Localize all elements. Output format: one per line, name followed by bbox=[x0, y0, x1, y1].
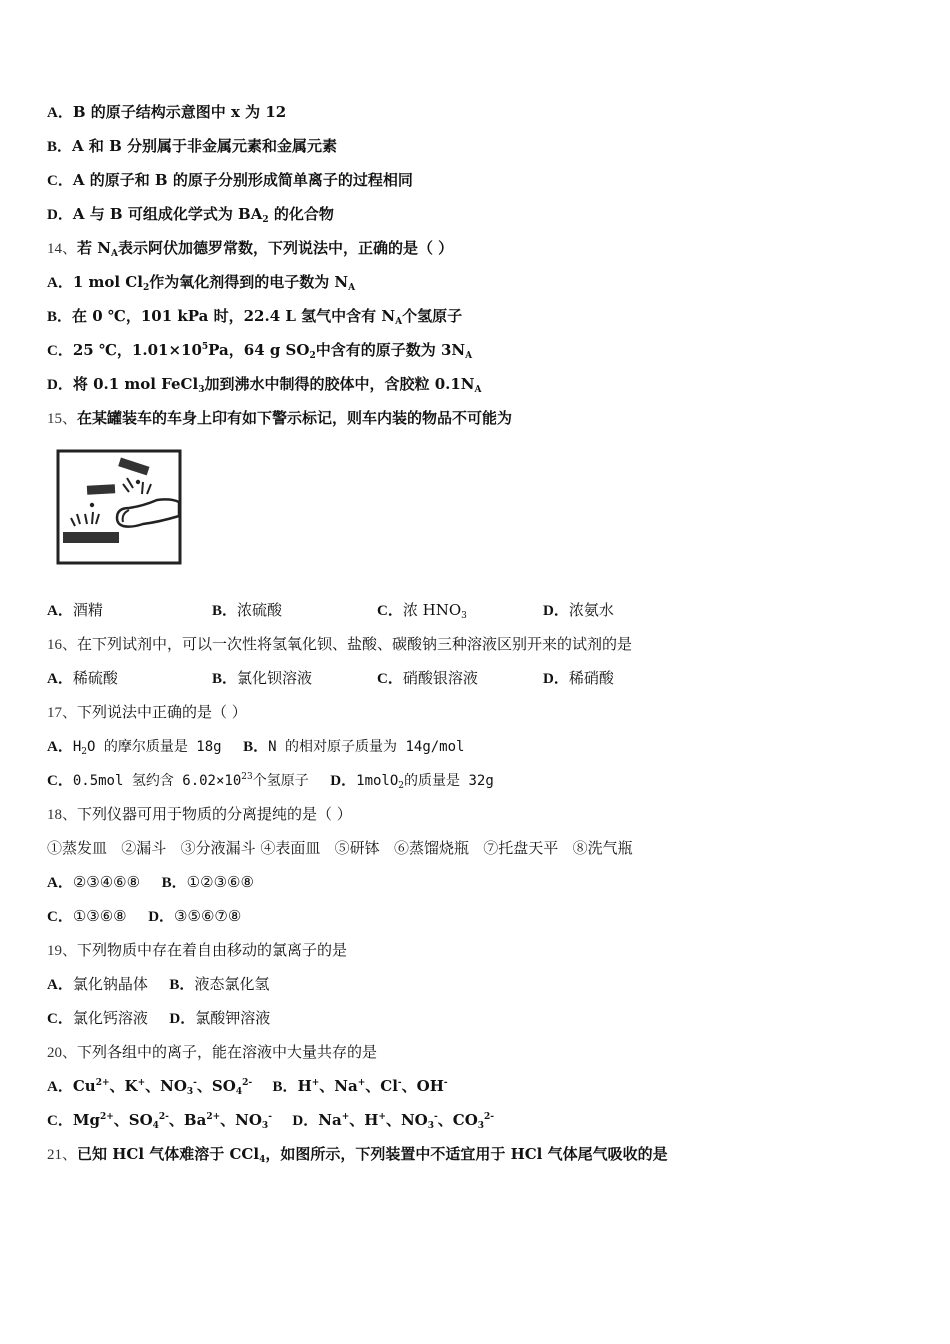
q15-option-b: B．浓硫酸 bbox=[212, 601, 283, 619]
q17-options-cd: C．0.5mol 氢约含 $6.02\times 10^{23}$个氢原子 D．1molO$_2$的质量是 32g bbox=[47, 772, 494, 791]
q16-option-b: B．氯化钡溶液 bbox=[212, 669, 313, 687]
q18-items: ①蒸发皿 ②漏斗 ③分液漏斗 ④表面皿 ⑤研钵 ⑥蒸馏烧瓶 ⑦托盘天平 ⑧洗气瓶 bbox=[47, 839, 633, 857]
q15-option-a: A．酒精 bbox=[47, 601, 103, 619]
q15-option-c: C．浓 $HNO_3$ bbox=[377, 601, 467, 621]
q17-stem: 17、下列说法中正确的是（ ） bbox=[47, 703, 247, 721]
q17-options-ab: A．$H_2O$ 的摩尔质量是 18g B．N 的相对原子质量为 14g/mol bbox=[47, 739, 465, 757]
q16-option-d: D．稀硝酸 bbox=[543, 669, 614, 687]
q14-option-a: A．1 mol $Cl_2$作为氧化剂得到的电子数为 $N_A$ bbox=[47, 273, 356, 293]
q15-stem: 15、在某罐装车的车身上印有如下警示标记，则车内装的物品不可能为 bbox=[47, 409, 513, 427]
q18-options-cd: C．①③⑥⑧ D．③⑤⑥⑦⑧ bbox=[47, 907, 242, 925]
q13-option-a: A．B 的原子结构示意图中 x 为 12 bbox=[47, 103, 287, 121]
q15-option-d: D．浓氨水 bbox=[543, 601, 614, 619]
q18-stem: 18、下列仪器可用于物质的分离提纯的是（ ） bbox=[47, 805, 352, 823]
q19-options-ab: A．氯化钠晶体 B．液态氯化氢 bbox=[47, 975, 270, 993]
q13-option-d: D．A 与 B 可组成化学式为 $BA_2$ 的化合物 bbox=[47, 205, 334, 225]
q16-option-c: C．硝酸银溶液 bbox=[377, 669, 478, 687]
q19-stem: 19、下列物质中存在着自由移动的氯离子的是 bbox=[47, 941, 348, 959]
q13-option-b: B．A 和 B 分别属于非金属元素和金属元素 bbox=[47, 137, 338, 155]
q19-options-cd: C．氯化钙溶液 D．氯酸钾溶液 bbox=[47, 1009, 271, 1027]
q15-options bbox=[47, 598, 747, 622]
q16-option-a: A．稀硫酸 bbox=[47, 669, 118, 687]
q16-options bbox=[47, 666, 747, 690]
q18-options-ab: A．②③④⑥⑧ B．①②③⑥⑧ bbox=[47, 873, 254, 891]
q14-stem: 14、若 $N_A$表示阿伏加德罗常数，下列说法中，正确的是（ ） bbox=[47, 239, 454, 259]
q14-option-d: D．将 0.1 mol FeCl$_3$加到沸水中制得的胶体中，含胶粒 $0.1N_A$ bbox=[47, 375, 482, 395]
q20-options-cd: C．$Mg^{2+}$、$SO_4^{2-}$、$Ba^{2+}$、$NO_3^-$ D．Na+、H+、$NO_3^-$、$CO_3^{2-}$ bbox=[47, 1111, 495, 1131]
q21-stem: 21、已知 HCl 气体难溶于 CCl$_4$，如图所示，下列装置中不适宜用于 HCl 气体尾气吸收的是 bbox=[47, 1145, 668, 1165]
corrosive-icon bbox=[55, 448, 183, 566]
q20-options-ab: A．$Cu^{2+}$、K+、$NO_3^-$、$SO_4^{2-}$ B．H+、Na+、Cl-、OH- bbox=[47, 1077, 448, 1097]
q14-option-b: B．在 0 ℃，101 kPa 时，22.4 L 氢气中含有 $N_A$个氢原子 bbox=[47, 307, 463, 327]
q14-option-c: C．25 ℃，$1.01\times 10^5Pa$，64 g $SO_2$中含有的原子数为 $3N_A$ bbox=[47, 341, 473, 361]
q13-option-c: C．A 的原子和 B 的原子分别形成简单离子的过程相同 bbox=[47, 171, 413, 189]
q16-stem: 16、在下列试剂中，可以一次性将氢氧化钡、盐酸、碳酸钠三种溶液区别开来的试剂的是 bbox=[47, 635, 633, 653]
corrosive-hazard-image bbox=[55, 448, 183, 566]
q20-stem: 20、下列各组中的离子，能在溶液中大量共存的是 bbox=[47, 1043, 378, 1061]
